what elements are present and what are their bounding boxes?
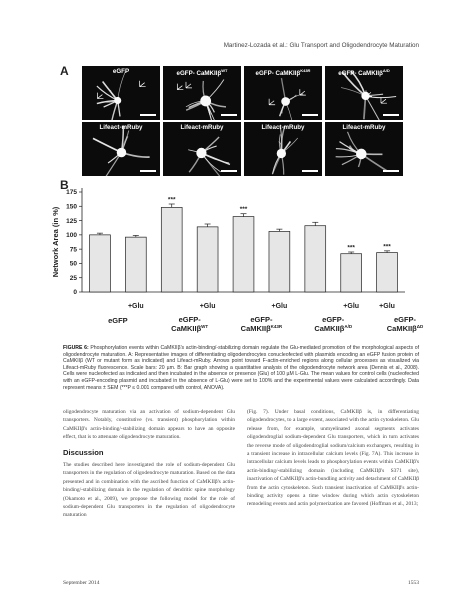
y-tick-label: 125	[66, 217, 77, 225]
left-paragraph-1: oligodendrocyte maturation via an activation of sodium-dependent Glu transporters. Notably, constitutive (vs. transient) phosphorylation within CaMKIIβ's actin-binding/-stabilizing domain appears to have an opposite effect, that is to attenuate oligodendrocyte maturation.	[63, 409, 235, 441]
y-tick-label: 0	[73, 289, 77, 297]
right-column	[247, 408, 419, 509]
group-label-superscript: WT	[201, 324, 209, 329]
significance-marker: ***	[167, 196, 176, 204]
discussion-heading: Discussion	[63, 447, 104, 457]
micrograph-bottom-3	[244, 122, 322, 176]
micrograph-label-superscript: WT	[221, 68, 228, 73]
bar	[305, 226, 326, 292]
y-tick-label: 25	[69, 274, 77, 282]
micrograph-label: Lifeact-mRuby	[99, 124, 143, 131]
micrograph-label-superscript: K43R	[300, 68, 311, 73]
y-tick-label: 175	[66, 189, 77, 197]
scale-bar	[383, 114, 399, 116]
group-label-superscript: ΔD	[416, 324, 424, 329]
bar	[269, 231, 290, 292]
significance-marker: ***	[239, 206, 248, 214]
footer-page-number: 1553	[407, 580, 419, 586]
micrograph-label: eGFP- CaMKIIβ$^{K43R}$	[255, 68, 311, 78]
scale-bar	[140, 114, 156, 116]
caption-text: Phosphorylation events within CaMKIIβ's actin-binding/-stabilizing domain regulate the Glu-mediated promotion of the morphological aspects of oligodendrocyte maturation. A: Representative images of differentiating oligodendrocytes conucleofected with plasmids encoding an eGFP fusion protein of CaMKIIβ (WT or mutant form as indicated) and Lifeact-mRuby. Arrows point toward F-actin-enriched regions along cellular processes as visualized via Lifeact-mRuby fluorescence. Scale bars: 20 µm. B: Bar graph showing a quantitative analysis of the oligodendrocyte network area (Dennis et al., 2008). Cells were nucleofected as indicated and then incubated in the absence or presence (Glu) of 100 µM L-Glu. The mean values for control cells (nucleofected with an eGFP-encoding plasmid and incubated in the absence of L-Glu) were set to 100% and the experimental values were calculated accordingly. Data represent means ± SEM (***P ≤ 0.001 compared with control, ANOVA).	[63, 345, 419, 391]
group-label-superscript: K43R	[270, 324, 283, 329]
micrograph-label: Lifeact-mRuby	[180, 124, 224, 131]
micrograph-top-4	[325, 66, 403, 120]
micrograph-bottom-4	[325, 122, 403, 176]
scale-bar	[302, 170, 318, 172]
caption-label: FIGURE 6:	[63, 345, 89, 351]
bar	[233, 217, 254, 292]
micrograph-label: eGFP- CaMKIIβ$^{WT}$	[176, 68, 228, 78]
y-tick-label: 150	[66, 203, 77, 211]
group-label-line1: eGFP	[108, 316, 128, 325]
footer-date: September 2014	[63, 580, 100, 586]
micrograph-label-superscript: A/D	[382, 68, 390, 73]
group-label-line2: CaMKIIβ$^{WT}$	[171, 324, 209, 333]
glu-label: +Glu	[199, 303, 216, 310]
scale-bar	[140, 170, 156, 172]
group-label-line1: eGFP-	[178, 315, 201, 324]
y-tick-label: 50	[69, 260, 77, 268]
figure-caption	[63, 345, 419, 391]
bar	[125, 237, 146, 292]
scale-bar	[221, 170, 237, 172]
panel-b-letter: B	[60, 178, 69, 192]
scale-bar	[221, 114, 237, 116]
micrograph-top-2	[163, 66, 241, 120]
group-label-line2: CaMKIIβ$^{K43R}$	[240, 324, 283, 333]
group-label-superscript: A/D	[344, 324, 353, 329]
group-label-line1: eGFP-	[393, 315, 417, 324]
bar	[197, 227, 218, 292]
micrograph-top-1	[82, 66, 160, 120]
bar	[90, 235, 111, 292]
micrograph-label: eGFP	[112, 68, 130, 75]
scale-bar	[383, 170, 399, 172]
group-label-line2: CaMKIIβ$^{\Delta D}$	[386, 324, 424, 333]
right-paragraph-1: (Fig. 7). Under basal conditions, CaMKIIβ is, in differentiating oligodendrocytes, to a large extent, associated with the actin cytoskeleton. Glu release from, for example, unmyelinated axonal segments activates oligodendroglial sodium-dependent Glu transporters, which in turn activates the reverse mode of oligodendroglial sodium/calcium exchangers, resulting in a transient increase in intracellular calcium levels (Fig. 7A). This increase in intracellular calcium levels leads to phosphorylation events within CaMKIIβ's actin-binding/-stabilizing domain (including CaMKIIβ's S371 site), inactivation of CaMKIIβ's actin-bundling activity and detachment of CaMKIIβ from the actin cytoskeleton. Such transient inactivation of CaMKIIβ's actin-binding activity opens a time window during which actin cytoskeleton remodeling events and actin polymerization are favored (Hoffman et al., 2013;	[247, 409, 420, 508]
micrograph-bottom-1	[82, 122, 160, 176]
left-column	[63, 408, 235, 520]
micrograph-label: eGFP- CaMKIIβ$^{A/D}$	[338, 68, 390, 78]
glu-label: +Glu	[343, 303, 360, 310]
group-label-line1: eGFP-	[322, 315, 345, 324]
glu-label: +Glu	[127, 303, 144, 310]
group-label-line1: eGFP-	[250, 315, 273, 324]
bar-chart	[0, 180, 453, 340]
significance-marker: ***	[347, 244, 355, 252]
bar	[341, 254, 362, 292]
y-tick-label: 100	[66, 232, 77, 240]
y-tick-label: 75	[69, 246, 77, 254]
glu-label: +Glu	[379, 303, 395, 310]
bar	[161, 207, 182, 292]
significance-marker: ***	[383, 243, 391, 251]
micrograph-label: Lifeact-mRuby	[261, 124, 305, 131]
group-label-line2: CaMKIIβ$^{A/D}$	[314, 324, 353, 333]
left-paragraph-2: The studies described here investigated the role of sodium-dependent Glu transporters in the regulation of oligodendrocyte maturation. Based on the data presented and in combination with the ascribed function of CaMKIIβ's actin-binding/-stabilizing domain in the regulation of dendritic spine morphology (Okamoto et al., 2009), we propose the following model for the role of sodium-dependent Glu transporters in the regulation of oligodendrocyte maturation	[63, 462, 235, 519]
micrograph-bottom-2	[163, 122, 241, 176]
micrograph-top-3	[244, 66, 322, 120]
scale-bar	[302, 114, 318, 116]
running-header: Martinez-Lozada et al.: Glu Transport and Oligodendrocyte Maturation	[223, 42, 419, 49]
glu-label: +Glu	[271, 303, 288, 310]
bar	[377, 253, 398, 292]
micrograph-label: Lifeact-mRuby	[342, 124, 386, 131]
y-axis-label: Network Area (in %)	[51, 206, 60, 278]
panel-a-letter: A	[60, 64, 69, 78]
